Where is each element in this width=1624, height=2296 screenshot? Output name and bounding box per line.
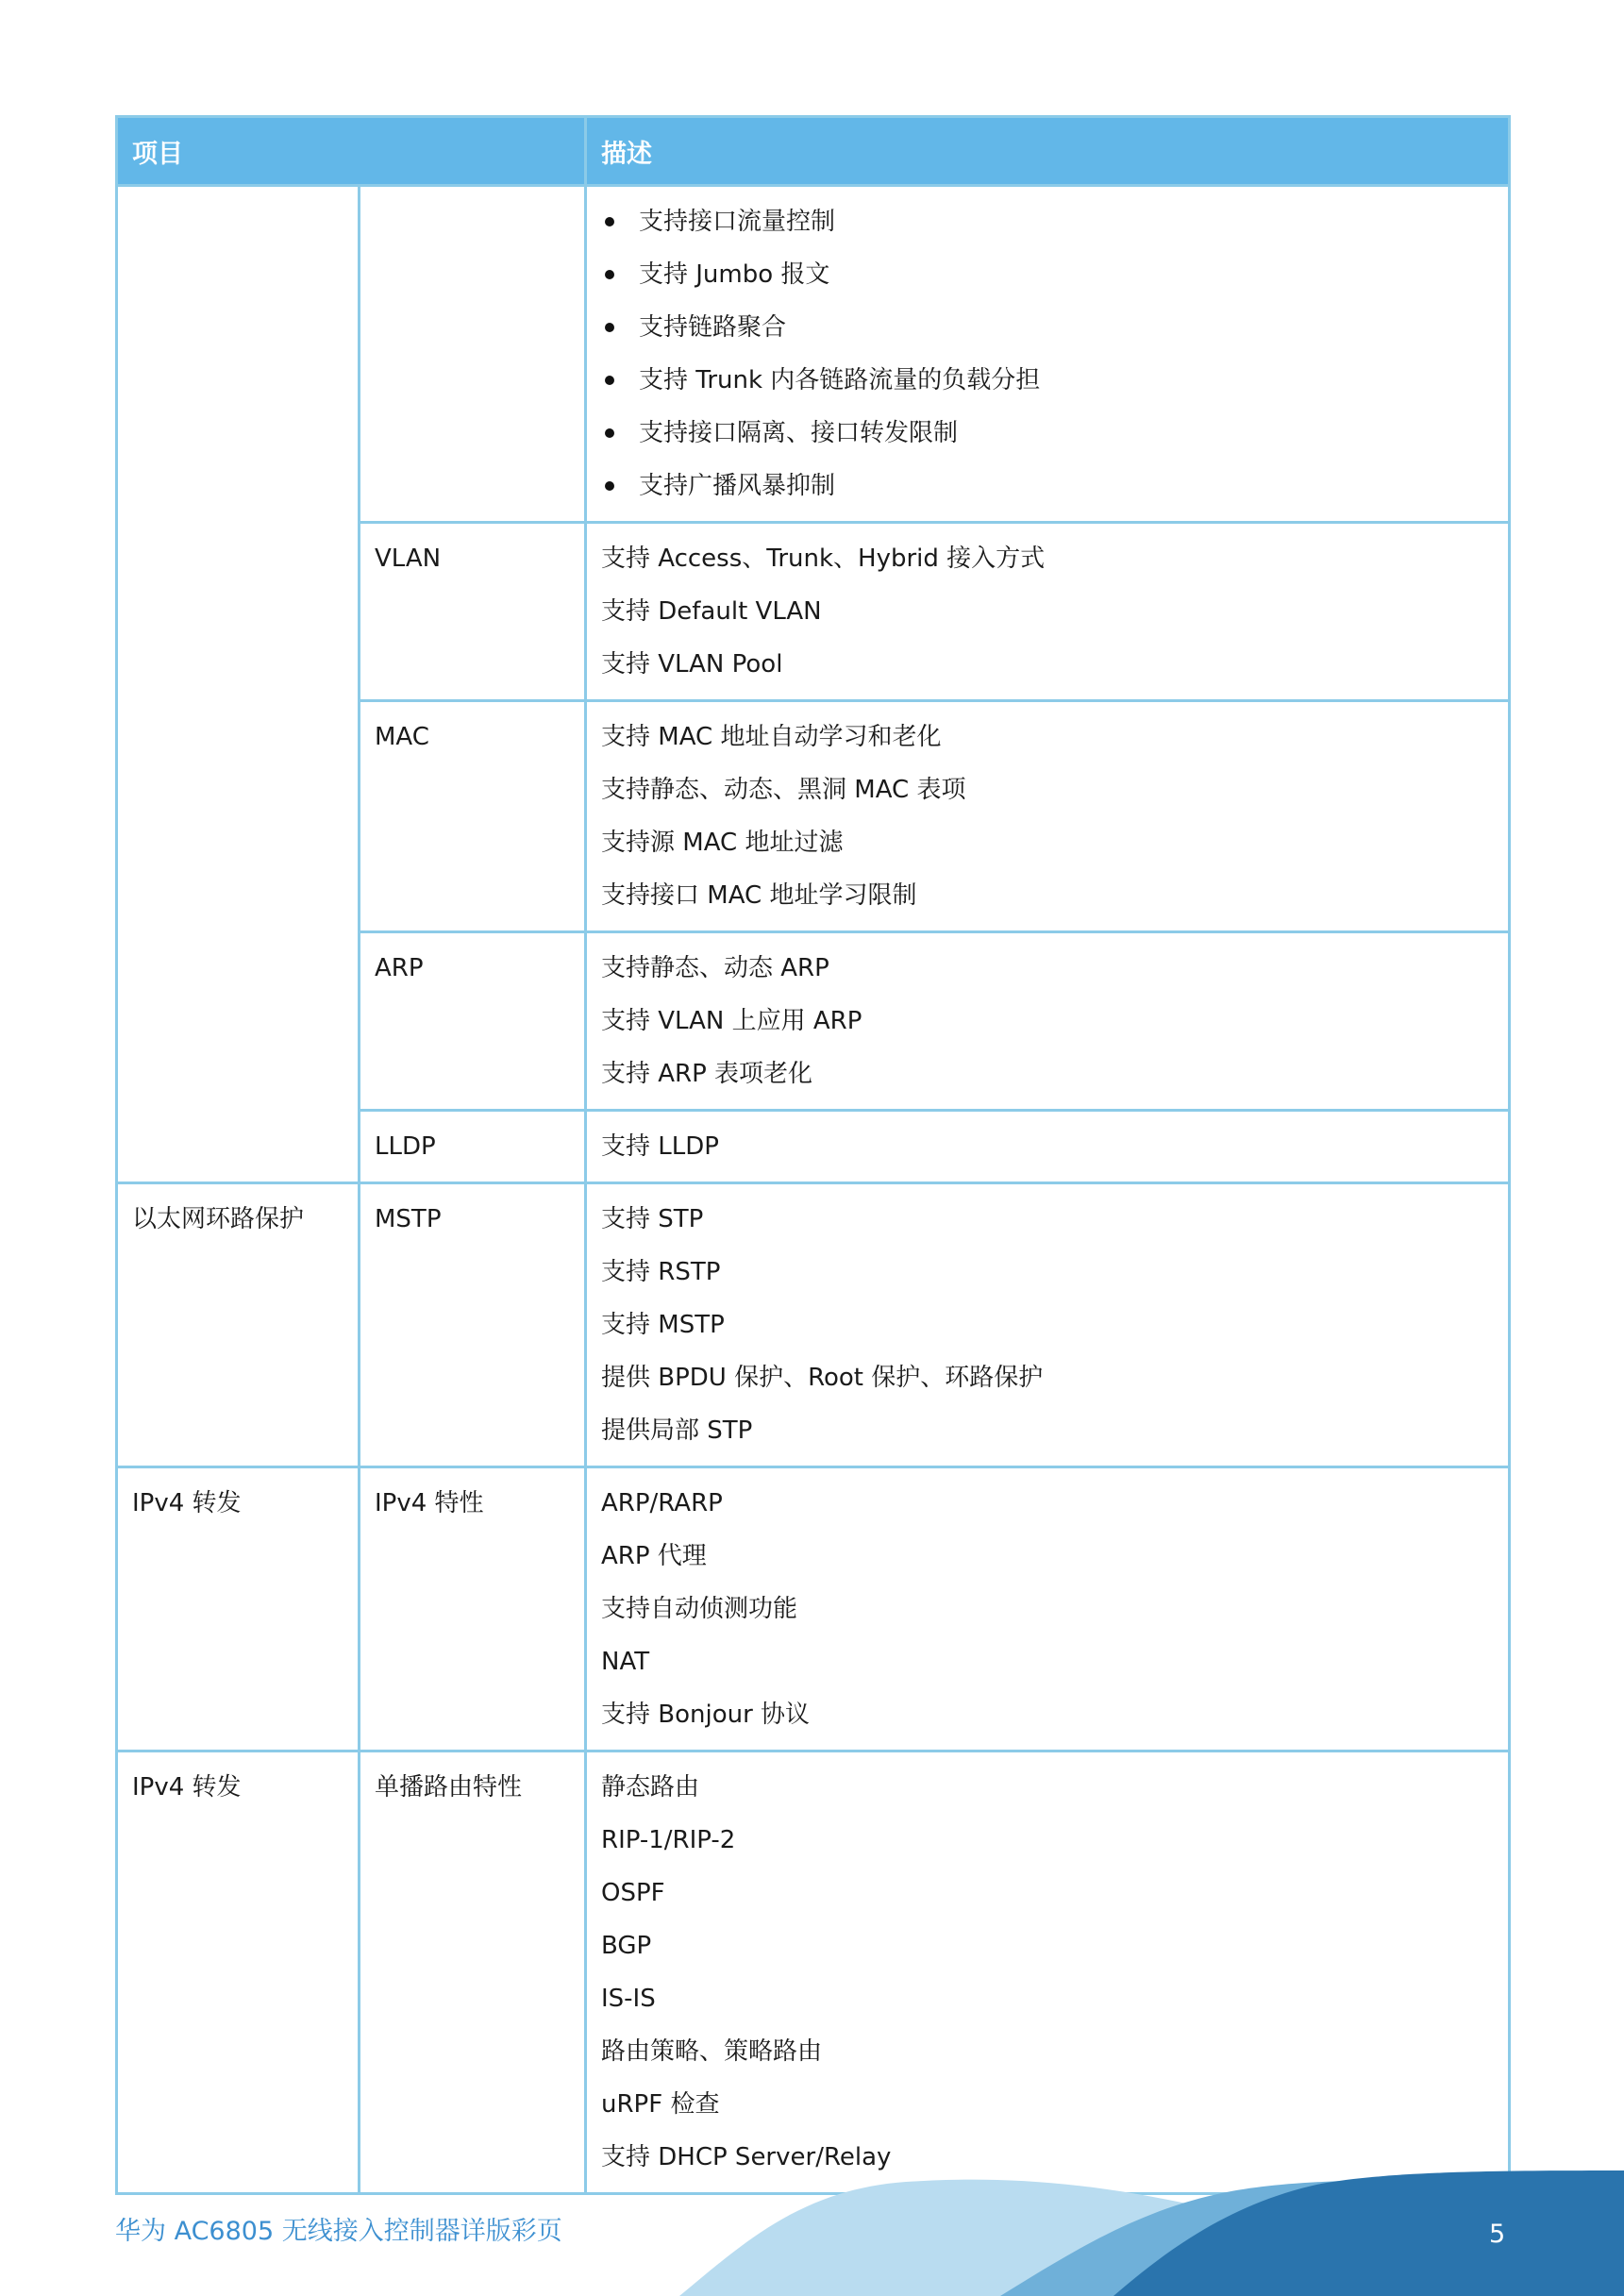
- bullet-icon: [605, 270, 614, 279]
- description-line: 路由策略、策略路由: [601, 2037, 823, 2066]
- description-line: 支持 ARP 表项老化: [601, 1060, 813, 1088]
- description-line: 支持 VLAN 上应用 ARP: [601, 1007, 862, 1035]
- table-row: [117, 1183, 1510, 1467]
- bullet-icon: [605, 323, 614, 332]
- description-line: ARP 代理: [601, 1542, 707, 1570]
- list-item: [601, 354, 1494, 407]
- description-line: 支持静态、动态 ARP: [601, 954, 829, 982]
- list-item-text: 支持 Jumbo 报文: [639, 260, 830, 289]
- bullet-icon: [605, 217, 614, 226]
- list-item: [601, 195, 1494, 248]
- bullet-list: [601, 195, 1494, 512]
- list-item-text: 支持 Trunk 内各链路流量的负载分担: [639, 366, 1041, 394]
- description-line: 支持源 MAC 地址过滤: [601, 829, 844, 857]
- subcategory-label: VLAN: [375, 545, 442, 573]
- table-header-row: [117, 117, 1510, 186]
- bullet-icon: [605, 376, 614, 385]
- description-line: 支持 LLDP: [601, 1132, 719, 1161]
- description-line: uRPF 检查: [601, 2090, 720, 2119]
- description-line: 支持 Default VLAN: [601, 597, 822, 626]
- list-item: [601, 248, 1494, 301]
- subcategory-cell: [360, 1467, 586, 1751]
- category-cell: [117, 1183, 360, 1467]
- description-line: ARP/RARP: [601, 1489, 723, 1517]
- subcategory-cell: [360, 932, 586, 1111]
- description-line: 支持接口 MAC 地址学习限制: [601, 881, 917, 910]
- list-item: [601, 407, 1494, 460]
- description-line: OSPF: [601, 1879, 665, 1907]
- description-line: 支持 STP: [601, 1205, 704, 1233]
- description-line: NAT: [601, 1648, 650, 1676]
- subcategory-cell: [360, 1751, 586, 2194]
- description-line: 支持静态、动态、黑洞 MAC 表项: [601, 776, 966, 804]
- description-line: 提供 BPDU 保护、Root 保护、环路保护: [601, 1364, 1044, 1392]
- bullet-icon: [605, 481, 614, 491]
- description-line: IS-IS: [601, 1985, 656, 2013]
- list-item: [601, 460, 1494, 512]
- table-row: [117, 186, 1510, 523]
- subcategory-cell: [360, 701, 586, 932]
- description-cell: [586, 932, 1510, 1111]
- page-number: 5: [1489, 2220, 1506, 2249]
- description-cell: [586, 523, 1510, 701]
- description-line: 支持 Bonjour 协议: [601, 1701, 811, 1729]
- subcategory-cell: [360, 186, 586, 523]
- category-label: IPv4 转发: [132, 1773, 242, 1802]
- description-line: 提供局部 STP: [601, 1416, 753, 1445]
- list-item-text: 支持接口隔离、接口转发限制: [639, 419, 959, 447]
- bullet-icon: [605, 428, 614, 438]
- subcategory-label: LLDP: [375, 1132, 436, 1161]
- list-item-text: 支持链路聚合: [639, 313, 787, 342]
- description-line: 支持 MSTP: [601, 1311, 725, 1339]
- category-cell: [117, 186, 360, 1183]
- description-line: 支持 MAC 地址自动学习和老化: [601, 723, 942, 751]
- subcategory-label: IPv4 特性: [375, 1489, 484, 1517]
- description-cell: [586, 186, 1510, 523]
- description-line: 支持 VLAN Pool: [601, 650, 783, 679]
- subcategory-cell: [360, 1111, 586, 1183]
- list-item-text: 支持广播风暴抑制: [639, 472, 836, 500]
- footer-title: 华为 AC6805 无线接入控制器详版彩页: [115, 2217, 562, 2246]
- subcategory-label: ARP: [375, 954, 424, 982]
- description-cell: [586, 1467, 1510, 1751]
- subcategory-label: MSTP: [375, 1205, 442, 1233]
- description-cell: [586, 1111, 1510, 1183]
- category-label: 以太网环路保护: [132, 1205, 305, 1233]
- table-row: [117, 1467, 1510, 1751]
- table-row: [117, 1751, 1510, 2194]
- subcategory-label: MAC: [375, 723, 429, 751]
- category-label: IPv4 转发: [132, 1489, 242, 1517]
- description-line: RIP-1/RIP-2: [601, 1826, 736, 1854]
- header-item: 项目: [117, 117, 586, 186]
- list-item: [601, 301, 1494, 354]
- description-cell: [586, 1751, 1510, 2194]
- description-cell: [586, 701, 1510, 932]
- subcategory-cell: [360, 1183, 586, 1467]
- description-line: 支持 DHCP Server/Relay: [601, 2143, 892, 2171]
- category-cell: [117, 1467, 360, 1751]
- header-description: 描述: [586, 117, 1510, 186]
- spec-table: [115, 115, 1511, 2195]
- description-line: 支持 Access、Trunk、Hybrid 接入方式: [601, 545, 1046, 573]
- description-line: 支持自动侦测功能: [601, 1595, 798, 1623]
- description-cell: [586, 1183, 1510, 1467]
- description-line: 支持 RSTP: [601, 1258, 721, 1286]
- subcategory-label: 单播路由特性: [375, 1773, 523, 1802]
- subcategory-cell: [360, 523, 586, 701]
- description-line: BGP: [601, 1932, 652, 1960]
- list-item-text: 支持接口流量控制: [639, 208, 836, 236]
- category-cell: [117, 1751, 360, 2194]
- description-line: 静态路由: [601, 1773, 700, 1802]
